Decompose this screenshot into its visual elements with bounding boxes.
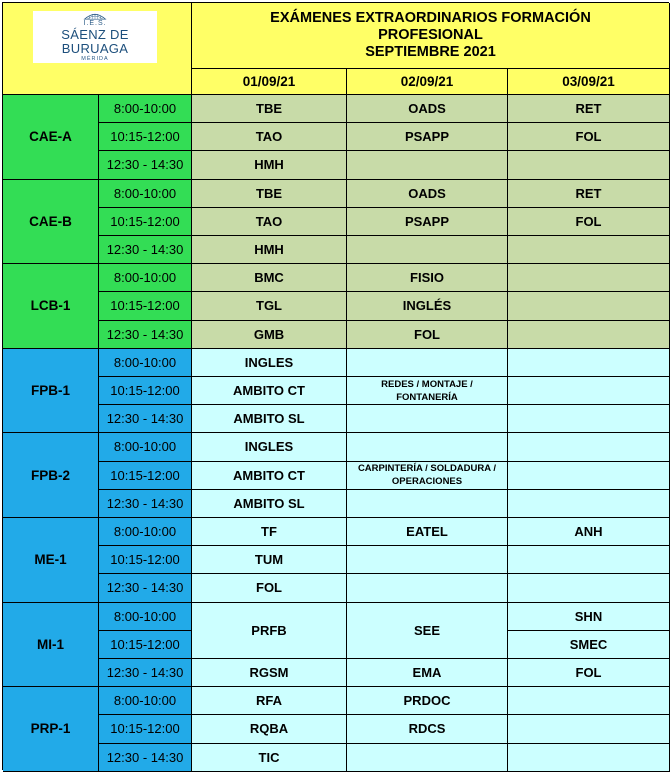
exam-cell: PSAPP [347,208,508,236]
time-slot-cell: 10:15-12:00 [99,208,192,236]
exam-cell: INGLES [192,433,347,461]
exam-cell-merged: PRFB [192,603,347,659]
time-slot-cell: 8:00-10:00 [99,180,192,208]
exam-cell: INGLES [192,349,347,377]
exam-cell: SMEC [508,631,670,659]
exam-cell: AMBITO SL [192,490,347,518]
exam-cell [508,574,670,602]
group-name-fpb-2: FPB-2 [3,433,99,518]
exam-cell [347,405,508,433]
time-slot-cell: 8:00-10:00 [99,518,192,546]
exam-cell: TAO [192,123,347,151]
exam-cell [508,546,670,574]
group-name-me-1: ME-1 [3,518,99,603]
exam-cell [347,151,508,179]
title-line-3: SEPTIEMBRE 2021 [365,44,496,60]
group-name-fpb-1: FPB-1 [3,349,99,434]
exam-cell [347,349,508,377]
logo-school-name: SÁENZ DE BURUAGA [61,27,129,56]
exam-cell: FOL [192,574,347,602]
sheet-title [192,3,670,69]
exam-cell: BMC [192,264,347,292]
time-slot-cell: 12:30 - 14:30 [99,151,192,179]
time-slot-cell: 12:30 - 14:30 [99,321,192,349]
group-name-mi-1: MI-1 [3,603,99,688]
merged-text-line: REDES / MONTAJE / [381,378,473,390]
time-slot-cell: 10:15-12:00 [99,546,192,574]
exam-cell: TGL [192,292,347,320]
merged-text-line: FONTANERÍA [396,391,458,403]
exam-cell [508,462,670,490]
merged-text-line: CARPINTERÍA / SOLDADURA / [357,463,497,475]
time-slot-cell: 12:30 - 14:30 [99,744,192,772]
exam-cell: GMB [192,321,347,349]
exam-cell: FISIO [347,264,508,292]
exam-cell [347,574,508,602]
time-slot-cell: 12:30 - 14:30 [99,236,192,264]
exam-cell [347,546,508,574]
date-header-day2: 02/09/21 [347,69,508,95]
school-logo [33,11,157,63]
date-header-day1: 01/09/21 [192,69,347,95]
time-slot-cell: 10:15-12:00 [99,377,192,405]
group-name-prp-1: PRP-1 [3,687,99,772]
exam-cell: TUM [192,546,347,574]
title-line-2: PROFESIONAL [378,27,483,43]
exam-cell: RET [508,180,670,208]
exam-cell: TBE [192,180,347,208]
exam-cell: FOL [508,659,670,687]
exam-cell [508,687,670,715]
exam-cell: RDCS [347,715,508,743]
time-slot-cell: 8:00-10:00 [99,95,192,123]
time-slot-cell: 10:15-12:00 [99,715,192,743]
exam-cell [508,264,670,292]
exam-cell: HMH [192,236,347,264]
exam-cell: PSAPP [347,123,508,151]
exam-cell: RFA [192,687,347,715]
exam-cell: EATEL [347,518,508,546]
exam-cell: FOL [347,321,508,349]
exam-cell-merged-text [347,462,508,490]
exam-cell [508,321,670,349]
date-header-day3: 03/09/21 [508,69,670,95]
exam-cell [508,236,670,264]
time-slot-cell: 12:30 - 14:30 [99,574,192,602]
exam-cell [508,715,670,743]
exam-cell: TBE [192,95,347,123]
exam-cell: AMBITO CT [192,462,347,490]
time-slot-cell: 10:15-12:00 [99,292,192,320]
exam-cell: EMA [347,659,508,687]
exam-cell [508,292,670,320]
group-name-cae-b: CAE-B [3,180,99,265]
exam-cell: HMH [192,151,347,179]
time-slot-cell: 8:00-10:00 [99,687,192,715]
exam-cell [347,236,508,264]
exam-cell: INGLÉS [347,292,508,320]
exam-cell: AMBITO SL [192,405,347,433]
time-slot-cell: 8:00-10:00 [99,603,192,631]
time-slot-cell: 10:15-12:00 [99,462,192,490]
logo-cell [3,3,192,95]
exam-cell [347,490,508,518]
group-name-cae-a: CAE-A [3,95,99,180]
time-slot-cell: 8:00-10:00 [99,264,192,292]
exam-cell: AMBITO CT [192,377,347,405]
exam-cell: RGSM [192,659,347,687]
logo-ies-text: I.E.S. [83,20,107,27]
exam-cell [508,377,670,405]
exam-cell: SHN [508,603,670,631]
bridge-arch-icon [65,12,125,20]
exam-cell [508,744,670,772]
time-slot-cell: 12:30 - 14:30 [99,659,192,687]
logo-city-text: MÉRIDA [81,56,109,62]
exam-cell: RQBA [192,715,347,743]
time-slot-cell: 12:30 - 14:30 [99,490,192,518]
exam-cell: TF [192,518,347,546]
exam-cell [508,433,670,461]
time-slot-cell: 10:15-12:00 [99,123,192,151]
exam-cell-merged: SEE [347,603,508,659]
time-slot-cell: 8:00-10:00 [99,349,192,377]
exam-cell: FOL [508,208,670,236]
title-line-1: EXÁMENES EXTRAORDINARIOS FORMACIÓN [270,10,591,26]
exam-cell [508,349,670,377]
exam-cell: PRDOC [347,687,508,715]
exam-cell: TIC [192,744,347,772]
exam-cell: TAO [192,208,347,236]
time-slot-cell: 8:00-10:00 [99,433,192,461]
time-slot-cell: 10:15-12:00 [99,631,192,659]
exam-cell: OADS [347,180,508,208]
exam-cell: OADS [347,95,508,123]
merged-text-line: OPERACIONES [391,476,463,488]
exam-cell: RET [508,95,670,123]
exam-schedule-sheet [2,2,669,770]
exam-cell: ANH [508,518,670,546]
exam-cell-merged-text [347,377,508,405]
group-name-lcb-1: LCB-1 [3,264,99,349]
time-slot-cell: 12:30 - 14:30 [99,405,192,433]
exam-cell: FOL [508,123,670,151]
exam-cell [347,433,508,461]
exam-cell [508,151,670,179]
exam-cell [508,405,670,433]
exam-cell [508,490,670,518]
exam-cell [347,744,508,772]
